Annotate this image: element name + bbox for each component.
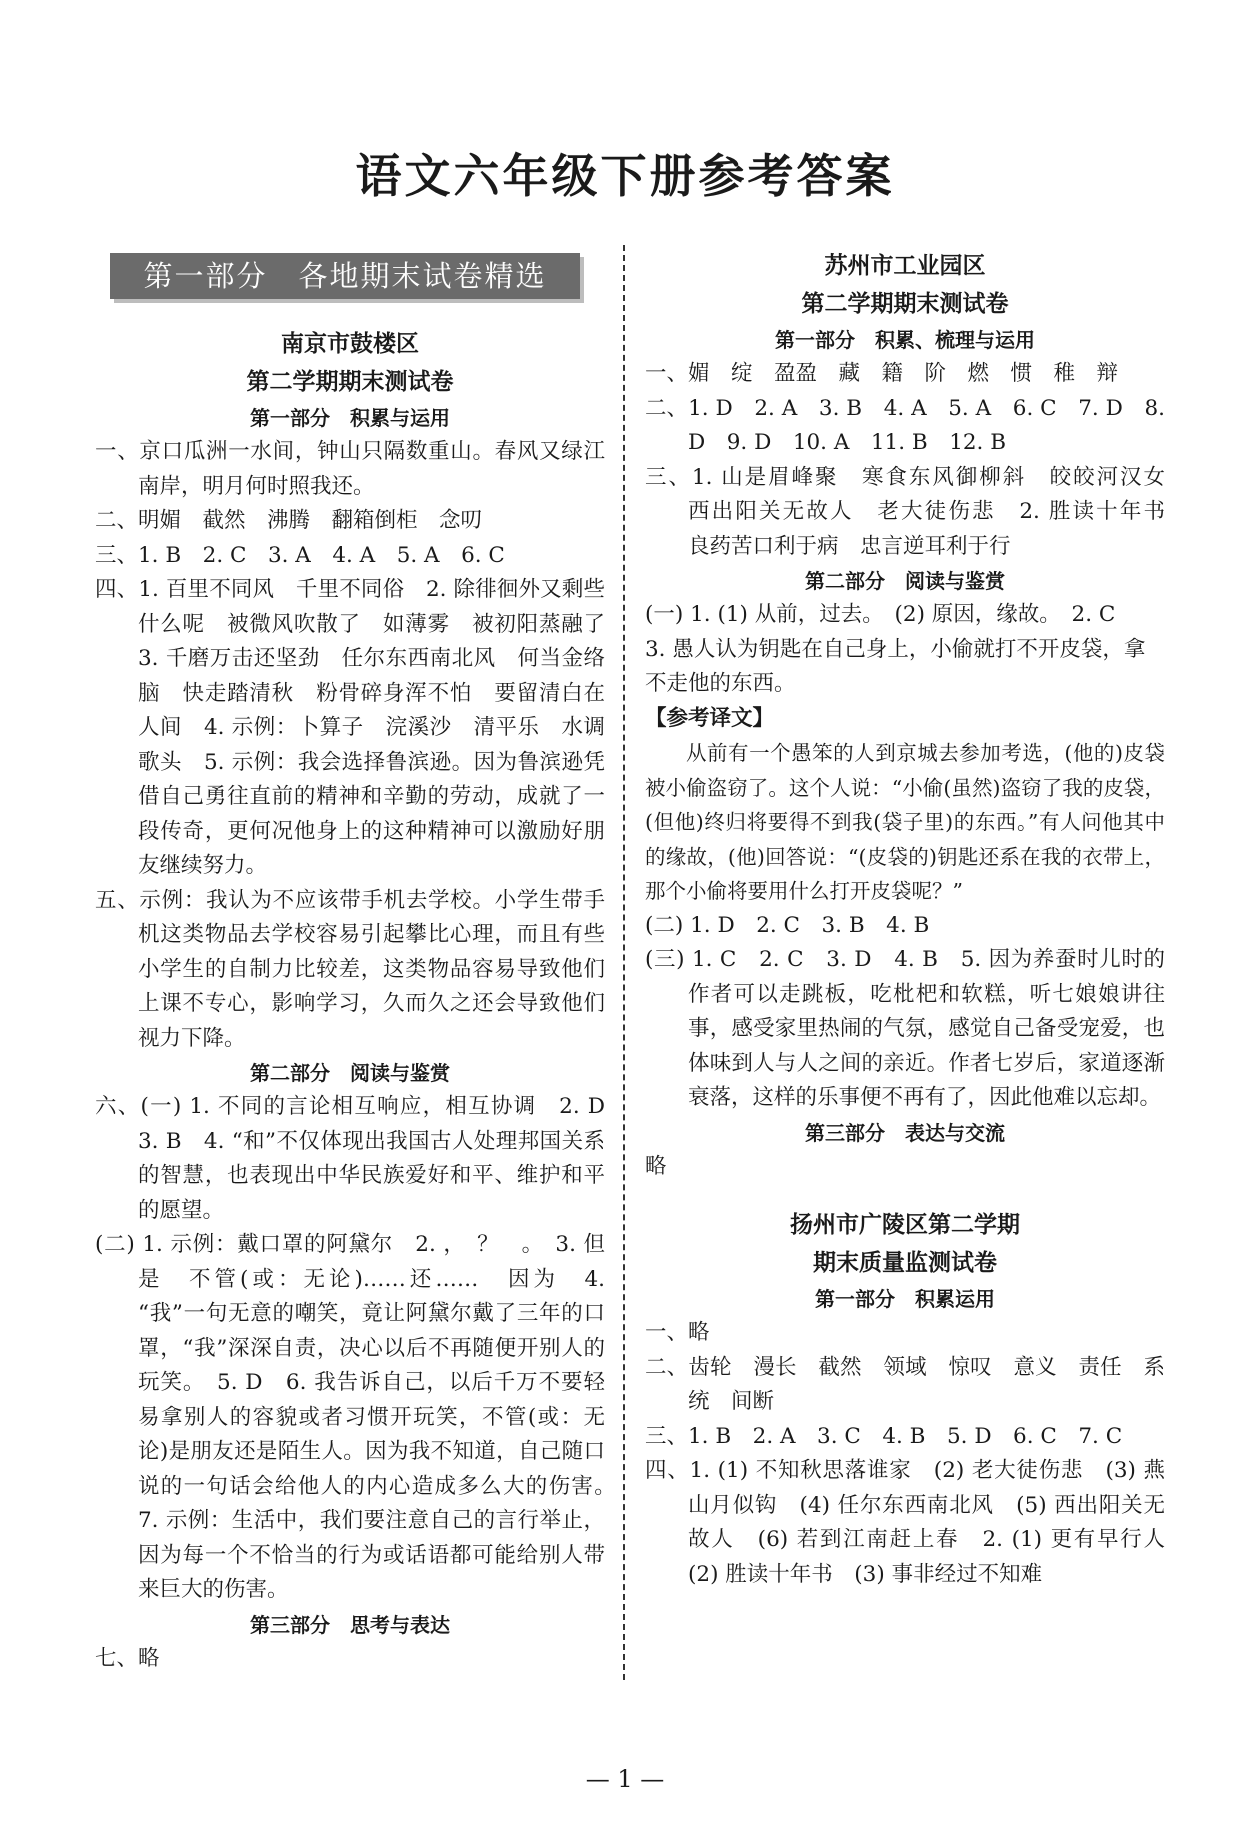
exam-title-nanjing-line1: 南京市鼓楼区 — [281, 331, 419, 357]
part-title: 第三部分 表达与交流 — [805, 1120, 1005, 1145]
answer-item: 略 — [645, 1153, 667, 1179]
section-banner: 第一部分 各地期末试卷精选 — [110, 253, 580, 299]
answer-item: 一、媚 绽 盈盈 藏 籍 阶 燃 惯 稚 辩 — [645, 361, 1119, 386]
answer-item: 二、明媚 截然 沸腾 翻箱倒柜 念叨 — [95, 508, 483, 533]
page-title: 语文六年级下册参考答案 — [355, 149, 895, 203]
answer-item: 二、齿轮 漫长 截然 领域 惊叹 意义 责任 系统 间断 — [645, 1354, 1165, 1414]
spacer — [645, 1184, 1165, 1206]
exam-title-nanjing-line2: 第二学期期末测试卷 — [246, 369, 454, 395]
exam-title-suzhou-line1: 苏州市工业园区 — [824, 253, 986, 279]
part-title: 第一部分 积累运用 — [815, 1287, 995, 1311]
answer-item: (二) 1. 示例：戴口罩的阿黛尔 2. ， ？ 。 3. 但是 不管(或：无论)……还…… 因为 4. “我”一句无意的嘲笑，竟让阿黛尔戴了三年的口罩，“我”深深自责，决心以后不再随便开别人的玩笑。 5. D 6. 我告诉自己，以后千万不要轻易拿别人的容貌或者习惯开玩笑，不管(或：无论)是朋友还是陌生人。因为我不知道，自己随口说的一句话会给他人的内心造成多么大的伤害。 7. 示例：生活中，我们要注意自己的言行举止，因为每一个不恰当的行为或话语都可能给别人带来巨大的伤害。 — [95, 1232, 627, 1602]
answer-item: 二、1. D 2. A 3. B 4. A 5. A 6. C 7. D 8. D 9. D 10. A 11. B 12. B — [645, 395, 1165, 455]
part-title: 第二部分 阅读与鉴赏 — [250, 1061, 450, 1085]
part-title: 第一部分 积累、梳理与运用 — [775, 328, 1035, 352]
column-divider — [623, 245, 625, 1680]
answer-item: 一、略 — [645, 1320, 710, 1345]
part-title: 第三部分 思考与表达 — [250, 1612, 450, 1637]
left-column — [95, 325, 627, 1676]
exam-title-suzhou-line2: 第二学期期末测试卷 — [801, 291, 1009, 317]
exam-title-yangzhou-line2: 期末质量监测试卷 — [813, 1250, 997, 1276]
answer-item: 四、1. 百里不同风 千里不同俗 2. 除徘徊外又剩些什么呢 被微风吹散了 如薄雾 被初阳蒸融了 3. 千磨万击还坚劲 任尔东西南北风 何当金络脑 快走踏清秋 粉骨碎身浑不怕 要留清白在人间 4. 示例：卜算子 浣溪沙 清平乐 水调歌头 5. 示例：我会选择鲁滨逊。因为鲁滨逊凭借自己勇往直前的精神和辛勤的劳动，成就了一段传奇，更何况他身上的这种精神可以激励好朋友继续努力。 — [95, 577, 627, 878]
part-title: 第二部分 阅读与鉴赏 — [805, 569, 1005, 593]
part-title: 第一部分 积累与运用 — [250, 406, 450, 430]
translation-label: 【参考译文】 — [645, 705, 775, 731]
answer-item: (三) 1. C 2. C 3. D 4. B 5. 因为养蚕时儿时的作者可以走跳板，吃枇杷和软糕，听七娘娘讲往事，感受家里热闹的气氛，感觉自己备受宠爱，也体味到人与人之间的亲近。作者七岁后，家道逐渐衰落，这样的乐事便不再有了，因此他难以忘却。 — [645, 947, 1165, 1110]
answer-item: 七、略 — [95, 1645, 160, 1671]
answer-item: 四、1. (1) 不知秋思落谁家 (2) 老大徒伤悲 (3) 燕山月似钩 (4) 任尔东西南北风 (5) 西出阳关无故人 (6) 若到江南赶上春 2. (1) 更有早行人 (2) 胜读十年书 (3) 事非经过不知难 — [645, 1458, 1187, 1587]
answer-item: 五、示例：我认为不应该带手机去学校。小学生带手机这类物品去学校容易引起攀比心理，而且有些小学生的自制力比较差，这类物品容易导致他们上课不专心，影响学习，久而久之还会导致他们视力下降。 — [95, 887, 605, 1051]
answer-item: (二) 1. D 2. C 3. B 4. B — [645, 912, 930, 938]
answer-item: 三、1. 山是眉峰聚 寒食东风御柳斜 皎皎河汉女 西出阳关无故人 老大徒伤悲 2. 胜读十年书 良药苦口利于病 忠言逆耳利于行 — [645, 464, 1187, 559]
answer-item: 三、1. B 2. A 3. C 4. B 5. D 6. C 7. C — [645, 1423, 1123, 1449]
answer-item: 六、(一) 1. 不同的言论相互响应，相互协调 2. D 3. B 4. “和”不仅体现出我国古人处理邦国关系的智慧，也表现出中华民族爱好和平、维护和平的愿望。 — [95, 1094, 627, 1223]
answer-item: 3. 愚人认为钥匙在自己身上，小偷就打不开皮袋，拿不走他的东西。 — [645, 636, 1146, 696]
page-number: — 1 — — [585, 1765, 665, 1793]
exam-title-yangzhou-line1: 扬州市广陵区第二学期 — [790, 1212, 1020, 1238]
right-column — [645, 247, 1187, 1592]
answer-item: 一、京口瓜洲一水间，钟山只隔数重山。春风又绿江南岸，明月何时照我还。 — [95, 439, 605, 499]
translation-text: 从前有一个愚笨的人到京城去参加考选，(他的)皮袋被小偷盗窃了。这个人说：“小偷(虽然)盗窃了我的皮袋，(但他)终归将要得不到我(袋子里)的东西。”有人问他其中的缘故，(他)回答说：“(皮袋的)钥匙还系在我的衣带上，那个小偷将要用什么打开皮袋呢？” — [645, 741, 1165, 903]
answer-item: 三、1. B 2. C 3. A 4. A 5. A 6. C — [95, 542, 505, 568]
answer-item: (一) 1. (1) 从前，过去。 (2) 原因，缘故。 2. C — [645, 602, 1116, 627]
